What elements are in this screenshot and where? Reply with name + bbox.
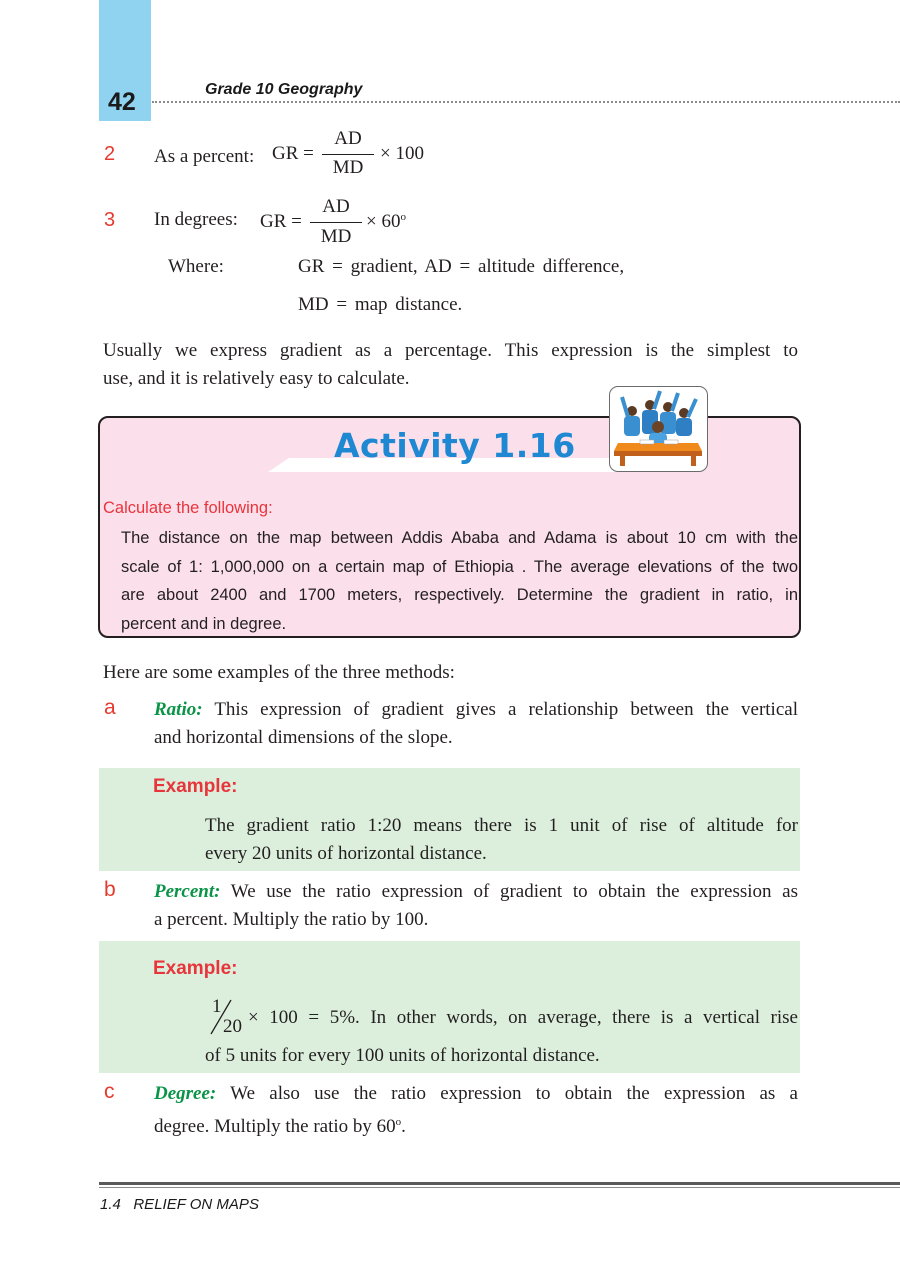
example-b-line-1: × 100 = 5%. In other words, on average, there is a vertical rise [248,1007,798,1028]
formula-2-lhs: GR = [272,143,314,164]
example-a-label: Example: [153,776,238,797]
method-a-line-1 [154,696,798,724]
activity-line-3: are about 2400 and 1700 meters, respectively. Determine the gradient in ratio, in [121,586,798,604]
method-b-paragraph [154,878,798,934]
formula-2-fraction-bar [322,154,374,155]
method-a-letter: a [104,696,116,719]
activity-lead: Calculate the following: [103,499,273,517]
header-dotted-rule [152,101,900,103]
formula-2-numerator: AD [334,128,362,149]
where-definitions-line1: GR = gradient, AD = altitude difference, [298,256,625,277]
students-illustration-svg [610,387,706,470]
method-a-line1-text: This expression of gradient gives a relationship between the vertical [214,699,798,720]
method-b-line-1 [154,878,798,906]
page-number: 42 [108,88,136,116]
method-a-line-2: and horizontal dimensions of the slope. [154,727,453,748]
formula-3-numerator: AD [322,196,350,217]
activity-line-1: The distance on the map between Addis Ababa and Adama is about 10 cm with the [121,529,798,547]
method-c-term: Degree: [154,1083,217,1104]
method-c-line2-end: . [401,1116,406,1137]
methods-intro: Here are some examples of the three methods: [103,662,455,683]
example-b-label: Example: [153,958,238,979]
activity-line-4: percent and in degree. [121,614,287,633]
method-c-line2-text: degree. Multiply the ratio by 60 [154,1116,396,1137]
method-c-line-1 [154,1080,798,1108]
activity-line-2: scale of 1: 1,000,000 on a certain map of Ethiopia . The average elevations of the two [121,557,798,576]
example-a-line-2: every 20 units of horizontal distance. [205,843,487,864]
activity-title: Activity 1.16 [334,426,576,465]
method-c-line-2 [154,1108,798,1141]
formula-3-label: In degrees: [154,209,238,230]
item-number-3: 3 [104,209,116,231]
formula-3-multiplier [366,211,406,233]
method-b-term: Percent: [154,881,221,902]
footer-rule-thin [99,1187,900,1188]
example-b-line-2: of 5 units for every 100 units of horizontal distance. [205,1045,600,1066]
example-a-text [205,812,798,868]
method-c-letter: c [104,1080,115,1103]
where-definitions-line2: MD = map distance. [298,294,463,315]
where-label: Where: [168,256,224,277]
method-b-letter: b [104,878,116,901]
formula-3-fraction-bar [310,222,362,223]
formula-3-multiplier-text: × 60 [366,211,401,232]
running-title: Grade 10 Geography [205,81,363,98]
formula-3-degree-mark: o [400,211,406,223]
method-a-term: Ratio: [154,699,203,720]
students-raising-hands-icon [609,386,708,472]
example-b-fraction-numerator: 1 [212,996,222,1017]
formula-2-multiplier: × 100 [380,143,424,164]
example-b-fraction-denominator: 20 [223,1016,242,1037]
method-c-degree-mark: o [395,1116,402,1128]
footer-rule [99,1182,900,1185]
method-c-paragraph [154,1080,798,1141]
footer-section-title: 1.4 RELIEF ON MAPS [100,1196,259,1213]
method-c-line1-text: We also use the ratio expression to obtain the expression as a [230,1083,798,1104]
method-a-paragraph [154,696,798,752]
formula-3-denominator: MD [320,226,352,247]
intro-line-2: use, and it is relatively easy to calculate. [103,368,410,389]
intro-line-1: Usually we express gradient as a percentage. This expression is the simplest to [103,340,798,361]
intro-paragraph [103,337,798,393]
formula-2-denominator: MD [332,157,364,178]
formula-3-lhs: GR = [260,211,302,232]
item-number-2: 2 [104,143,116,165]
example-a-line-1: The gradient ratio 1:20 means there is 1 unit of rise of altitude for [205,815,798,836]
method-b-line-2: a percent. Multiply the ratio by 100. [154,909,429,930]
method-b-line1-text: We use the ratio expression of gradient to obtain the expression as [230,881,798,902]
activity-question [121,524,798,638]
formula-2-label: As a percent: [154,146,255,167]
